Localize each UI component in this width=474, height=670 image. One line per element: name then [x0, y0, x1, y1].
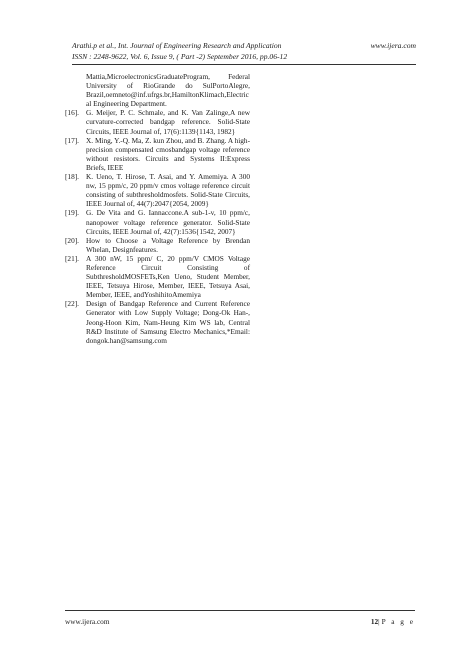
reference-number: [22].: [65, 299, 79, 309]
footer-divider: [65, 610, 415, 611]
page-number-label: [371, 617, 415, 626]
reference-number: [20].: [65, 235, 79, 245]
reference-text: G. De Vita and G. Iannaccone.A sub-1-v, 10 ppm/c, nanopower voltage reference generator. Solid-State Circuits, IEEE Journal of, 42(7):1536{1542, 2007}: [86, 208, 250, 236]
reference-item: [65, 208, 250, 235]
reference-text: K. Ueno, T. Hirose, T. Asai, and Y. Amemiya. A 300 nw, 15 ppm/c, 20 ppm/v cmos voltage reference circuit consisting of subthresholdmosfets. Solid-State Circuits, IEEE Journal of, 44(7):2047{2054, 2009}: [86, 172, 250, 209]
reference-text: Design of Bandgap Reference and Current Reference Generator with Low Supply Voltage; Dong-Ok Han-, Jeong-Hoon Kim, Nam-Heung Kim WS lab, Central R&D Institute of Samsung Electro Mechanics,*Email: dongok.han@samsung.com: [86, 299, 250, 345]
header-divider: [72, 64, 416, 65]
reference-item: [65, 254, 250, 299]
reference-item: [65, 108, 250, 135]
reference-text: X. Ming, Y.-Q. Ma, Z. kun Zhou, and B. Zhang. A high-precision compensated cmosbandgap voltage reference without resistors. Circuits and Systems II:Express Briefs, IEEE: [86, 135, 250, 172]
reference-item: [65, 236, 250, 254]
reference-item: [65, 172, 250, 208]
reference-item: [65, 299, 250, 344]
issn-line: ISSN : 2248-9622, Vol. 6, Issue 9, ( Part -2) September 2016, pp.06-12: [72, 51, 288, 61]
reference-text: How to Choose a Voltage Reference by Brendan Whelan, Designfeatures.: [86, 235, 250, 254]
journal-citation: Arathi.p et al., Int. Journal of Engineering Research and Application: [72, 41, 282, 50]
reference-number: [16].: [65, 108, 79, 118]
reference-number: [18].: [65, 172, 79, 182]
page-header: [72, 41, 416, 62]
reference-text: G. Meijer, P. C. Schmale, and K. Van Zalinge,A new curvature-corrected bandgap reference. Solid-State Circuits, IEEE Journal of, 17(6):1139{1143, 1982}: [86, 108, 250, 136]
reference-continuation: Mattia,MicroelectronicsGraduateProgram, Federal University of RioGrande do SulPortoAlegre, Brazil,oemneto@inf.ufrgs.br,HamiltonKlimach,Electrical Engineering Department.: [86, 72, 250, 109]
reference-number: [17].: [65, 135, 79, 145]
reference-number: [21].: [65, 253, 79, 263]
reference-number: [19].: [65, 208, 79, 218]
reference-list: [65, 72, 250, 345]
header-website-link[interactable]: www.ijera.com: [370, 41, 416, 50]
page-suffix: |P a g e: [378, 617, 415, 626]
reference-text: A 300 nW, 15 ppm/ C, 20 ppm/V CMOS Voltage Reference Circuit Consisting of SubthresholdMOSFETs,Ken Ueno, Student Member, IEEE, Tetsuya Hirose, Member, IEEE, Tetsuya Asai, Member, IEEE, andYoshihitoAmemiya: [86, 253, 250, 300]
page-number: 12: [370, 617, 379, 626]
reference-item: [65, 136, 250, 172]
footer-website-link[interactable]: www.ijera.com: [65, 617, 110, 626]
page-footer: [65, 617, 415, 626]
